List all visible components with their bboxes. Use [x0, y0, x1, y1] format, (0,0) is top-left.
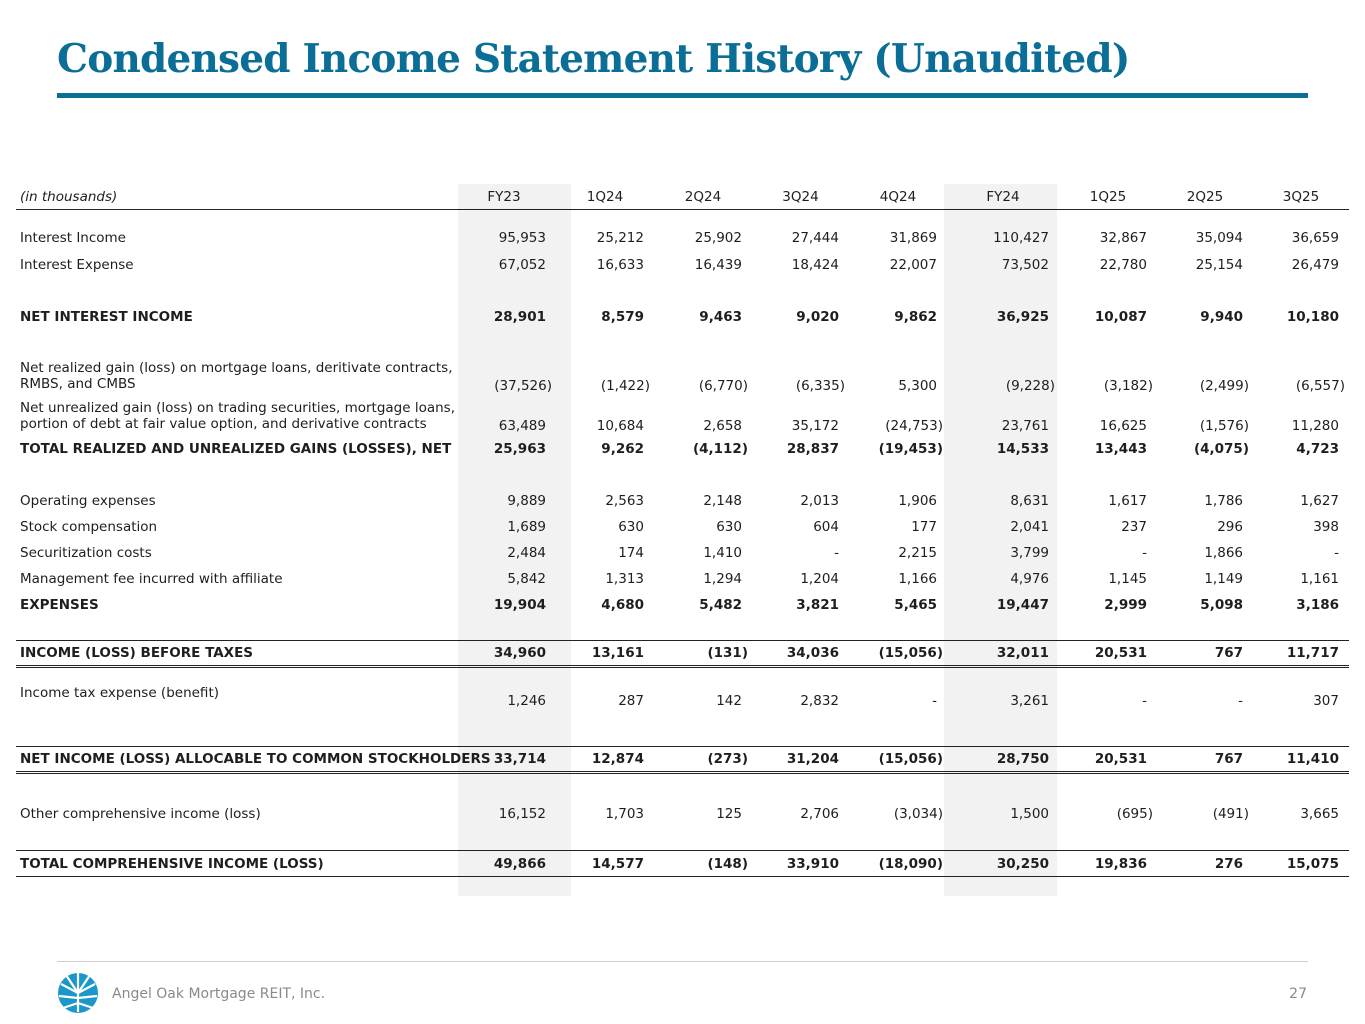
- cell-value: 63,489: [498, 417, 546, 434]
- cell-value: 11,280: [1291, 417, 1339, 434]
- cell-value: (6,557): [1295, 377, 1345, 394]
- cell-value: 36,925: [996, 308, 1049, 325]
- cell-value: 34,960: [452, 641, 556, 667]
- row-label-line: Net realized gain (loss) on mortgage loans, deritivate contracts,: [20, 359, 453, 376]
- cell-value: 25,963: [493, 440, 546, 457]
- company-name: Angel Oak Mortgage REIT, Inc.: [112, 986, 326, 1002]
- table-row-total: [16, 747, 1349, 773]
- period-header: 1Q24: [556, 184, 654, 210]
- cell-value: 10,684: [596, 417, 644, 434]
- cell-value: 5,098: [1200, 596, 1243, 613]
- period-header: 4Q24: [849, 184, 947, 210]
- cell-value: (148): [654, 851, 752, 877]
- cell-value: 1,866: [1204, 544, 1243, 561]
- table-row: [16, 566, 1349, 592]
- cell-value: 33,714: [452, 747, 556, 773]
- cell-value: 25,212: [596, 230, 644, 246]
- cell-value: 276: [1157, 851, 1253, 877]
- cell-value: 16,152: [498, 805, 546, 822]
- cell-value: (15,056): [849, 747, 947, 773]
- cell-value: 32,011: [947, 641, 1059, 667]
- cell-value: 1,786: [1204, 492, 1243, 509]
- cell-value: 15,075: [1253, 851, 1349, 877]
- cell-value: 2,999: [1104, 596, 1147, 613]
- cell-value: 9,889: [507, 492, 546, 509]
- cell-value: 5,482: [699, 596, 742, 613]
- table-row-subtotal: [16, 304, 1349, 330]
- cell-value: 2,484: [507, 544, 546, 561]
- cell-value: 16,439: [694, 256, 742, 273]
- cell-value: 23,761: [1001, 417, 1049, 434]
- cell-value: 287: [618, 692, 644, 709]
- income-statement-table: [16, 184, 1349, 877]
- cell-value: 22,780: [1099, 256, 1147, 273]
- cell-value: 2,041: [1010, 518, 1049, 535]
- page-number: 27: [1289, 986, 1307, 1002]
- cell-value: -: [1142, 692, 1147, 709]
- cell-value: (3,034): [893, 805, 943, 822]
- cell-value: 28,837: [786, 440, 839, 457]
- cell-value: (273): [654, 747, 752, 773]
- cell-value: 35,172: [791, 417, 839, 434]
- row-label: NET INCOME (LOSS) ALLOCABLE TO COMMON STOCKHOLDERS: [16, 747, 452, 773]
- row-label: Interest Income: [20, 230, 126, 246]
- cell-value: (6,770): [698, 377, 748, 394]
- cell-value: 1,689: [507, 518, 546, 535]
- cell-value: 28,901: [493, 308, 546, 325]
- cell-value: 1,246: [507, 692, 546, 709]
- cell-value: 28,750: [947, 747, 1059, 773]
- cell-value: (2,499): [1199, 377, 1249, 394]
- cell-value: 31,869: [889, 230, 937, 246]
- table-row-total: [16, 641, 1349, 667]
- cell-value: 10,087: [1094, 308, 1147, 325]
- table-row: [16, 252, 1349, 278]
- cell-value: (1,422): [600, 377, 650, 394]
- row-label: TOTAL REALIZED AND UNREALIZED GAINS (LOSSES), NET: [20, 440, 452, 457]
- cell-value: 4,680: [601, 596, 644, 613]
- period-header: FY23: [452, 184, 556, 210]
- row-label-line: RMBS, and CMBS: [20, 375, 136, 392]
- table-row-subtotal: [16, 592, 1349, 618]
- cell-value: 11,717: [1253, 641, 1349, 667]
- cell-value: (19,453): [878, 440, 943, 457]
- cell-value: 2,658: [703, 417, 742, 434]
- cell-value: 2,215: [898, 544, 937, 561]
- cell-value: 3,665: [1300, 805, 1339, 822]
- cell-value: 27,444: [791, 230, 839, 246]
- cell-value: 95,953: [498, 230, 546, 246]
- cell-value: (4,075): [1193, 440, 1249, 457]
- header-row: [16, 184, 1349, 210]
- cell-value: (24,753): [885, 417, 943, 434]
- cell-value: 1,906: [898, 492, 937, 509]
- row-label: Securitization costs: [20, 544, 152, 561]
- row-label: [16, 396, 455, 436]
- cell-value: 11,410: [1253, 747, 1349, 773]
- row-label: [16, 356, 452, 396]
- cell-value: 20,531: [1059, 641, 1157, 667]
- cell-value: 1,617: [1108, 492, 1147, 509]
- cell-value: 67,052: [498, 256, 546, 273]
- table-row-subtotal: [16, 436, 1349, 462]
- cell-value: 125: [716, 805, 742, 822]
- cell-value: 1,410: [703, 544, 742, 561]
- cell-value: 237: [1121, 518, 1147, 535]
- cell-value: 630: [618, 518, 644, 535]
- cell-value: 12,874: [556, 747, 654, 773]
- cell-value: (4,112): [692, 440, 748, 457]
- table-row: [16, 681, 1349, 721]
- cell-value: 31,204: [752, 747, 849, 773]
- cell-value: 9,262: [601, 440, 644, 457]
- title-underline: [57, 93, 1308, 98]
- cell-value: 1,313: [605, 570, 644, 587]
- cell-value: 19,447: [996, 596, 1049, 613]
- cell-value: 1,294: [703, 570, 742, 587]
- row-label: NET INTEREST INCOME: [20, 308, 193, 325]
- cell-value: 2,148: [703, 492, 742, 509]
- cell-value: 767: [1157, 641, 1253, 667]
- table-row: [16, 514, 1349, 540]
- cell-value: 26,479: [1291, 256, 1339, 273]
- cell-value: -: [1238, 692, 1243, 709]
- cell-value: 8,579: [601, 308, 644, 325]
- cell-value: 2,706: [800, 805, 839, 822]
- cell-value: 32,867: [1099, 230, 1147, 246]
- cell-value: -: [834, 544, 839, 561]
- period-header: 3Q25: [1253, 184, 1349, 210]
- cell-value: 1,627: [1300, 492, 1339, 509]
- cell-value: 73,502: [1001, 256, 1049, 273]
- angel-oak-tree-icon: [57, 972, 99, 1014]
- page-title: Condensed Income Statement History (Unaudited): [57, 36, 1130, 82]
- cell-value: (9,228): [1005, 377, 1055, 394]
- row-label: INCOME (LOSS) BEFORE TAXES: [16, 641, 452, 667]
- cell-value: 22,007: [889, 256, 937, 273]
- table-row: [16, 356, 1349, 396]
- period-header: 1Q25: [1059, 184, 1157, 210]
- cell-value: 35,094: [1195, 230, 1243, 246]
- cell-value: 19,836: [1059, 851, 1157, 877]
- cell-value: 3,799: [1010, 544, 1049, 561]
- cell-value: 13,161: [556, 641, 654, 667]
- cell-value: 2,013: [800, 492, 839, 509]
- row-label-line: portion of debt at fair value option, and derivative contracts: [20, 415, 427, 432]
- cell-value: 5,300: [898, 377, 937, 394]
- cell-value: 19,904: [493, 596, 546, 613]
- table-row: [16, 801, 1349, 827]
- cell-value: 1,161: [1300, 570, 1339, 587]
- cell-value: 1,145: [1108, 570, 1147, 587]
- cell-value: 9,940: [1200, 308, 1243, 325]
- row-label: Operating expenses: [20, 492, 156, 509]
- cell-value: 398: [1313, 518, 1339, 535]
- cell-value: -: [1334, 544, 1339, 561]
- cell-value: 177: [911, 518, 937, 535]
- cell-value: 13,443: [1094, 440, 1147, 457]
- cell-value: 4,976: [1010, 570, 1049, 587]
- cell-value: 630: [716, 518, 742, 535]
- period-header: FY24: [947, 184, 1059, 210]
- cell-value: 36,659: [1291, 230, 1339, 246]
- units-label: (in thousands): [16, 184, 452, 210]
- cell-value: 767: [1157, 747, 1253, 773]
- cell-value: 2,832: [800, 692, 839, 709]
- cell-value: 1,500: [1010, 805, 1049, 822]
- cell-value: 9,463: [699, 308, 742, 325]
- footer-divider: [57, 961, 1308, 962]
- cell-value: (15,056): [849, 641, 947, 667]
- cell-value: 2,563: [605, 492, 644, 509]
- cell-value: 30,250: [947, 851, 1059, 877]
- table-row: [16, 540, 1349, 566]
- cell-value: 604: [813, 518, 839, 535]
- cell-value: 142: [716, 692, 742, 709]
- cell-value: 14,577: [556, 851, 654, 877]
- cell-value: 5,465: [894, 596, 937, 613]
- row-label: TOTAL COMPREHENSIVE INCOME (LOSS): [16, 851, 452, 877]
- cell-value: 3,261: [1010, 692, 1049, 709]
- cell-value: -: [932, 692, 937, 709]
- period-header: 2Q24: [654, 184, 752, 210]
- cell-value: 49,866: [452, 851, 556, 877]
- cell-value: -: [1142, 544, 1147, 561]
- cell-value: 296: [1217, 518, 1243, 535]
- cell-value: 307: [1313, 692, 1339, 709]
- cell-value: 16,625: [1099, 417, 1147, 434]
- cell-value: 18,424: [791, 256, 839, 273]
- cell-value: 1,204: [800, 570, 839, 587]
- cell-value: 16,633: [596, 256, 644, 273]
- row-label: Income tax expense (benefit): [20, 684, 219, 701]
- cell-value: (491): [1212, 805, 1249, 822]
- cell-value: (1,576): [1199, 417, 1249, 434]
- cell-value: 25,902: [694, 230, 742, 246]
- cell-value: (6,335): [795, 377, 845, 394]
- cell-value: 14,533: [996, 440, 1049, 457]
- row-label: Management fee incurred with affiliate: [20, 570, 283, 587]
- table-row: [16, 488, 1349, 514]
- cell-value: 10,180: [1286, 308, 1339, 325]
- cell-value: (37,526): [494, 377, 552, 394]
- table-row: [16, 225, 1349, 252]
- row-label-line: Net unrealized gain (loss) on trading securities, mortgage loans,: [20, 399, 455, 416]
- cell-value: 20,531: [1059, 747, 1157, 773]
- cell-value: (131): [654, 641, 752, 667]
- cell-value: 33,910: [752, 851, 849, 877]
- cell-value: 174: [618, 544, 644, 561]
- cell-value: 4,723: [1296, 440, 1339, 457]
- cell-value: 1,703: [605, 805, 644, 822]
- table-row-total: [16, 851, 1349, 877]
- cell-value: 9,020: [796, 308, 839, 325]
- period-header: 2Q25: [1157, 184, 1253, 210]
- cell-value: 8,631: [1010, 492, 1049, 509]
- cell-value: (695): [1116, 805, 1153, 822]
- row-label: EXPENSES: [20, 596, 99, 613]
- row-label: Stock compensation: [20, 518, 158, 535]
- cell-value: 9,862: [894, 308, 937, 325]
- row-label: Interest Expense: [20, 256, 134, 273]
- cell-value: 25,154: [1195, 256, 1243, 273]
- cell-value: 110,427: [993, 230, 1049, 246]
- cell-value: 34,036: [752, 641, 849, 667]
- table-row: [16, 396, 1349, 436]
- row-label: Other comprehensive income (loss): [20, 805, 261, 822]
- cell-value: 3,821: [796, 596, 839, 613]
- cell-value: 1,166: [898, 570, 937, 587]
- cell-value: (3,182): [1103, 377, 1153, 394]
- period-header: 3Q24: [752, 184, 849, 210]
- cell-value: 5,842: [507, 570, 546, 587]
- cell-value: 3,186: [1296, 596, 1339, 613]
- cell-value: 1,149: [1204, 570, 1243, 587]
- cell-value: (18,090): [849, 851, 947, 877]
